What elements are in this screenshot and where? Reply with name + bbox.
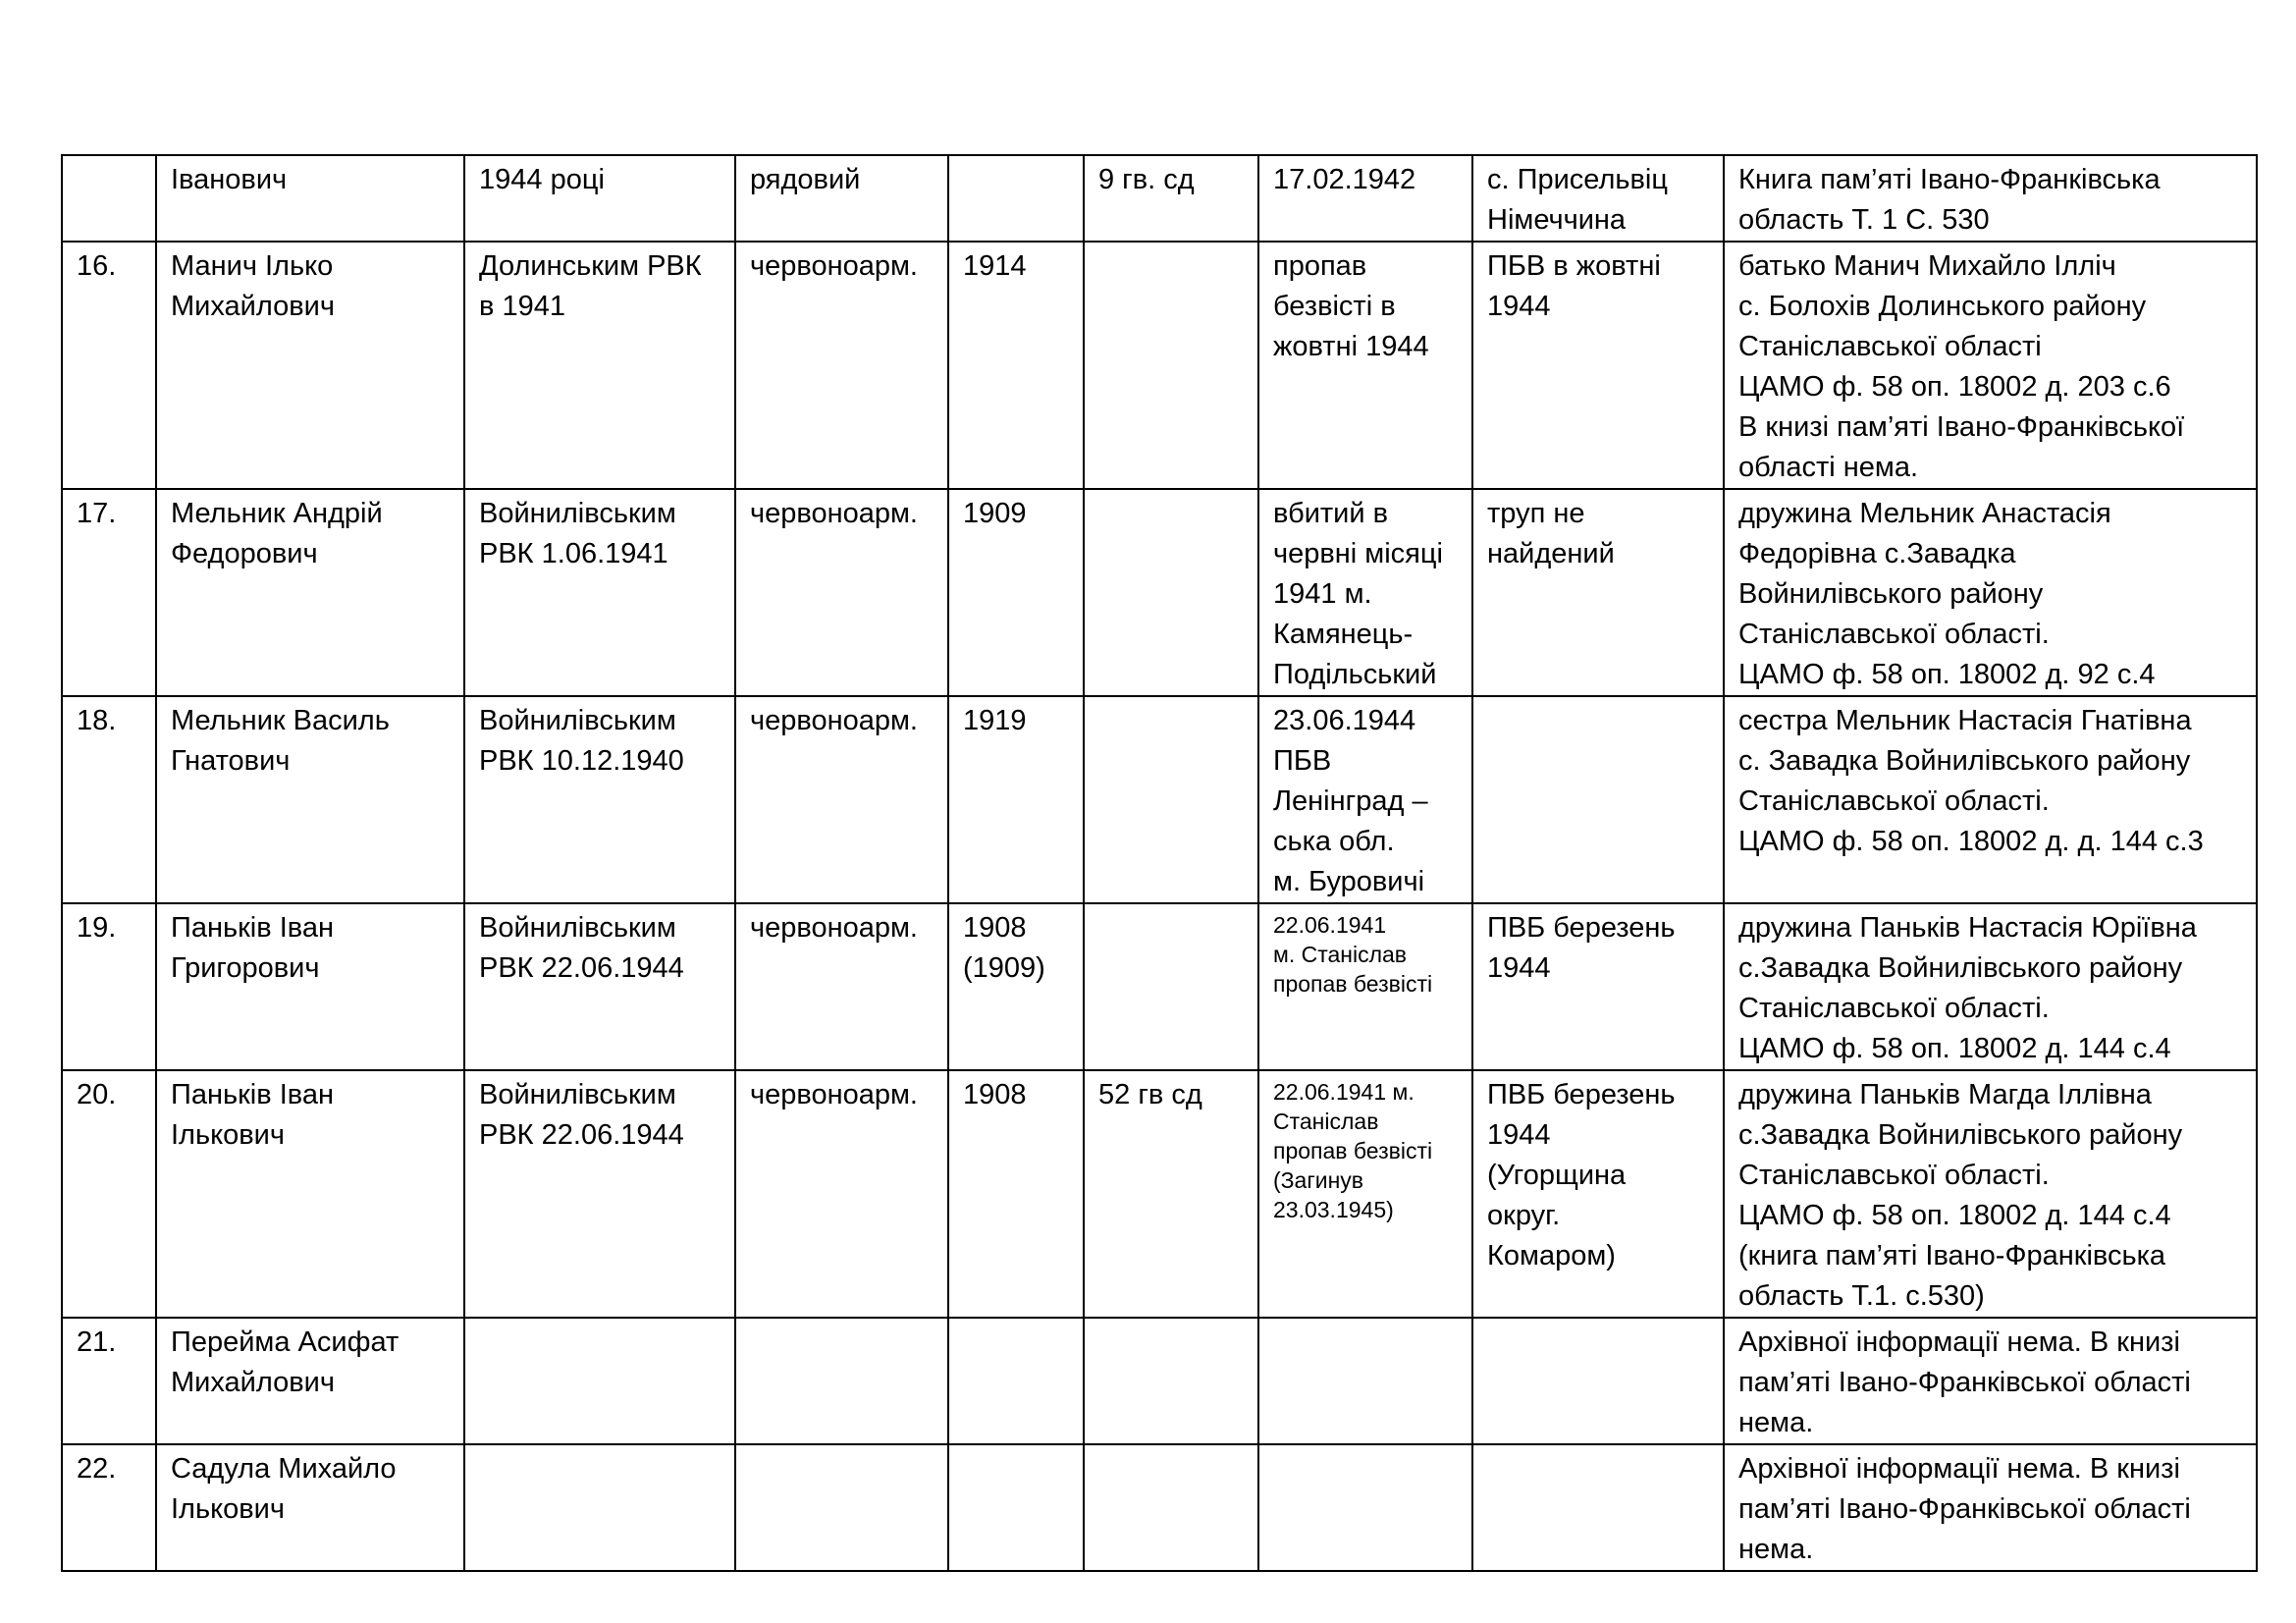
table-row	[62, 155, 2257, 242]
cell-line: 1909	[963, 498, 1027, 529]
cell-enlisted	[464, 696, 735, 903]
cell-name	[156, 903, 464, 1070]
cell-line: Німеччина	[1487, 204, 1627, 236]
cell-line: м. Станіслав	[1273, 942, 1408, 967]
records-table	[61, 154, 2258, 1572]
cell-line: безвісті в	[1273, 291, 1396, 322]
cell-unit	[1084, 1070, 1258, 1318]
cell-line: 23.03.1945)	[1273, 1197, 1394, 1222]
cell-line: пам’яті Івано-Франківської області	[1738, 1493, 2191, 1525]
cell-source	[1724, 696, 2257, 903]
cell-source	[1724, 1318, 2257, 1444]
cell-enlisted	[464, 1070, 735, 1318]
cell-line: Паньків Іван	[171, 912, 334, 944]
cell-burial	[1472, 1070, 1724, 1318]
cell-line: Станіславської області.	[1738, 785, 2050, 817]
cell-line: 1944 році	[479, 164, 605, 195]
cell-line: 22.	[77, 1453, 117, 1485]
cell-line	[963, 1323, 1071, 1363]
cell-line	[1098, 701, 1246, 741]
cell-unit	[1084, 155, 1258, 242]
cell-name	[156, 489, 464, 696]
cell-born	[948, 1444, 1084, 1571]
cell-enlisted	[464, 903, 735, 1070]
cell-line: дружина Мельник Анастасія	[1738, 498, 2111, 529]
cell-line: 21.	[77, 1326, 117, 1358]
cell-name	[156, 696, 464, 903]
cell-line: 18.	[77, 705, 117, 736]
cell-fate	[1258, 242, 1472, 489]
cell-enlisted	[464, 1444, 735, 1571]
cell-unit	[1084, 489, 1258, 696]
cell-line: Подільський	[1273, 659, 1437, 690]
table-row	[62, 1070, 2257, 1318]
cell-line: с. Присельвіц	[1487, 164, 1668, 195]
cell-line: 16.	[77, 250, 117, 282]
cell-line: області нема.	[1738, 452, 1919, 483]
cell-line: 1908	[963, 912, 1027, 944]
cell-line: Станіславської області.	[1738, 1160, 2050, 1191]
cell-num	[62, 489, 156, 696]
cell-line: область Т. 1 С. 530	[1738, 204, 1990, 236]
cell-born	[948, 155, 1084, 242]
cell-line: пропав	[1273, 250, 1367, 282]
cell-line: пропав безвісті	[1273, 1138, 1433, 1163]
cell-name	[156, 1444, 464, 1571]
cell-line: 19.	[77, 912, 117, 944]
cell-line: сестра Мельник Настасія Гнатівна	[1738, 705, 2192, 736]
cell-line: батько Манич Михайло Ілліч	[1738, 250, 2116, 282]
cell-line	[77, 160, 143, 200]
cell-source	[1724, 242, 2257, 489]
cell-unit	[1084, 1444, 1258, 1571]
cell-line	[1273, 1323, 1460, 1363]
cell-line: червоноарм.	[750, 912, 918, 944]
cell-line: Войнилівським	[479, 912, 676, 944]
cell-line: Ількович	[171, 1493, 285, 1525]
cell-num	[62, 1444, 156, 1571]
cell-source	[1724, 489, 2257, 696]
cell-burial	[1472, 903, 1724, 1070]
cell-line: нема.	[1738, 1534, 1814, 1565]
cell-line: ПБВ в жовтні	[1487, 250, 1661, 282]
cell-rank	[735, 242, 948, 489]
cell-line	[1098, 246, 1246, 287]
cell-line: РВК 22.06.1944	[479, 952, 684, 984]
cell-line	[1098, 1449, 1246, 1489]
cell-enlisted	[464, 242, 735, 489]
cell-name	[156, 1070, 464, 1318]
cell-line	[1273, 1449, 1460, 1489]
cell-born	[948, 489, 1084, 696]
cell-num	[62, 1318, 156, 1444]
cell-rank	[735, 489, 948, 696]
cell-born	[948, 696, 1084, 903]
cell-line: в 1941	[479, 291, 565, 322]
cell-line	[963, 160, 1071, 200]
cell-rank	[735, 903, 948, 1070]
cell-fate	[1258, 1444, 1472, 1571]
cell-line: (книга пам’яті Івано-Франківська	[1738, 1240, 2166, 1271]
cell-name	[156, 242, 464, 489]
cell-line: найдений	[1487, 538, 1615, 569]
cell-line: ПВБ березень	[1487, 912, 1676, 944]
cell-line: 23.06.1944	[1273, 705, 1416, 736]
table-row	[62, 903, 2257, 1070]
cell-line: Войнилівським	[479, 1079, 676, 1110]
cell-line	[479, 1323, 722, 1363]
cell-line: Станіслав	[1273, 1109, 1379, 1134]
cell-line: с.Завадка Войнилівського району	[1738, 952, 2183, 984]
table-row	[62, 242, 2257, 489]
cell-line	[1098, 908, 1246, 948]
cell-burial	[1472, 489, 1724, 696]
cell-line: 17.02.1942	[1273, 164, 1416, 195]
cell-line: вбитий в	[1273, 498, 1389, 529]
cell-line: Архівної інформації нема. В книзі	[1738, 1453, 2180, 1485]
cell-unit	[1084, 242, 1258, 489]
cell-enlisted	[464, 155, 735, 242]
cell-line: Садула Михайло	[171, 1453, 397, 1485]
cell-line: Ількович	[171, 1119, 285, 1151]
cell-line: РВК 1.06.1941	[479, 538, 668, 569]
cell-line: Мельник Андрій	[171, 498, 383, 529]
cell-line: Войнилівського району	[1738, 578, 2044, 610]
cell-burial	[1472, 242, 1724, 489]
cell-line: РВК 22.06.1944	[479, 1119, 684, 1151]
cell-line: Федорівна с.Завадка	[1738, 538, 2016, 569]
cell-line: Камянець-	[1273, 619, 1414, 650]
cell-born	[948, 903, 1084, 1070]
cell-born	[948, 1318, 1084, 1444]
cell-line: (Загинув	[1273, 1167, 1363, 1193]
cell-line: 17.	[77, 498, 117, 529]
cell-line: 1944	[1487, 291, 1551, 322]
cell-line: Станіславської області.	[1738, 993, 2050, 1024]
cell-fate	[1258, 1318, 1472, 1444]
cell-num	[62, 155, 156, 242]
cell-line: Книга пам’яті Івано-Франківська	[1738, 164, 2161, 195]
cell-fate	[1258, 489, 1472, 696]
cell-line: Паньків Іван	[171, 1079, 334, 1110]
table-row	[62, 489, 2257, 696]
table-row	[62, 1444, 2257, 1571]
cell-line: дружина Паньків Настасія Юріївна	[1738, 912, 2197, 944]
cell-line: округ.	[1487, 1200, 1561, 1231]
cell-line: 20.	[77, 1079, 117, 1110]
cell-fate	[1258, 696, 1472, 903]
cell-line: нема.	[1738, 1407, 1814, 1438]
cell-source	[1724, 903, 2257, 1070]
cell-line	[1098, 494, 1246, 534]
cell-name	[156, 1318, 464, 1444]
cell-burial	[1472, 696, 1724, 903]
cell-line: Манич Ілько	[171, 250, 334, 282]
cell-rank	[735, 696, 948, 903]
cell-enlisted	[464, 489, 735, 696]
cell-line	[1487, 1449, 1711, 1489]
cell-line	[750, 1449, 935, 1489]
cell-line: Іванович	[171, 164, 288, 195]
cell-line: с. Завадка Войнилівського району	[1738, 745, 2191, 777]
cell-line: Перейма Асифат	[171, 1326, 400, 1358]
cell-line: червні місяці	[1273, 538, 1443, 569]
cell-line: ЦАМО ф. 58 оп. 18002 д. д. 144 с.3	[1738, 826, 2204, 857]
cell-line: Долинським РВК	[479, 250, 702, 282]
cell-line: область Т.1. с.530)	[1738, 1280, 1985, 1312]
cell-rank	[735, 1444, 948, 1571]
cell-line	[1098, 1323, 1246, 1363]
cell-line: ЦАМО ф. 58 оп. 18002 д. 144 с.4	[1738, 1200, 2171, 1231]
cell-line: червоноарм.	[750, 498, 918, 529]
records-table-body	[62, 155, 2257, 1571]
cell-burial	[1472, 1444, 1724, 1571]
cell-line: 22.06.1941 м.	[1273, 1079, 1415, 1105]
cell-line: Станіславської області	[1738, 331, 2042, 362]
table-row	[62, 696, 2257, 903]
cell-line: 9 гв. сд	[1098, 164, 1195, 195]
cell-line: жовтні 1944	[1273, 331, 1429, 362]
cell-rank	[735, 155, 948, 242]
cell-line: ЦАМО ф. 58 оп. 18002 д. 203 с.6	[1738, 371, 2171, 403]
cell-line: Войнилівським	[479, 705, 676, 736]
cell-line: Михайлович	[171, 1367, 335, 1398]
cell-fate	[1258, 155, 1472, 242]
cell-line	[479, 1449, 722, 1489]
cell-rank	[735, 1070, 948, 1318]
cell-line: рядовий	[750, 164, 861, 195]
cell-name	[156, 155, 464, 242]
cell-line: 52 гв сд	[1098, 1079, 1202, 1110]
cell-line	[1487, 701, 1711, 741]
cell-line: ЦАМО ф. 58 оп. 18002 д. 92 с.4	[1738, 659, 2156, 690]
cell-unit	[1084, 696, 1258, 903]
cell-burial	[1472, 1318, 1724, 1444]
cell-line: В книзі пам’яті Івано-Франківської	[1738, 411, 2185, 443]
cell-line: Архівної інформації нема. В книзі	[1738, 1326, 2180, 1358]
cell-line: 1908	[963, 1079, 1027, 1110]
cell-line: Станіславської області.	[1738, 619, 2050, 650]
cell-source	[1724, 1070, 2257, 1318]
cell-line: червоноарм.	[750, 250, 918, 282]
cell-line: труп не	[1487, 498, 1585, 529]
cell-line: Ленінград –	[1273, 785, 1428, 817]
cell-line	[750, 1323, 935, 1363]
cell-line: Мельник Василь	[171, 705, 390, 736]
cell-line: ПБВ	[1273, 745, 1332, 777]
cell-line: 1914	[963, 250, 1027, 282]
cell-line: червоноарм.	[750, 1079, 918, 1110]
cell-num	[62, 903, 156, 1070]
cell-line: с.Завадка Войнилівського району	[1738, 1119, 2183, 1151]
cell-line: м. Буровичі	[1273, 866, 1425, 897]
cell-born	[948, 1070, 1084, 1318]
cell-line: пам’яті Івано-Франківської області	[1738, 1367, 2191, 1398]
cell-line: 1944	[1487, 1119, 1551, 1151]
cell-burial	[1472, 155, 1724, 242]
cell-line: Гнатович	[171, 745, 291, 777]
cell-line: 1944	[1487, 952, 1551, 984]
cell-line: Комаром)	[1487, 1240, 1616, 1271]
cell-line: червоноарм.	[750, 705, 918, 736]
cell-num	[62, 696, 156, 903]
cell-line: (Угорщина	[1487, 1160, 1627, 1191]
cell-fate	[1258, 1070, 1472, 1318]
cell-line: с. Болохів Долинського району	[1738, 291, 2147, 322]
table-row	[62, 1318, 2257, 1444]
cell-line: Войнилівським	[479, 498, 676, 529]
cell-line: Григорович	[171, 952, 320, 984]
cell-unit	[1084, 1318, 1258, 1444]
cell-born	[948, 242, 1084, 489]
cell-line: ЦАМО ф. 58 оп. 18002 д. 144 с.4	[1738, 1033, 2171, 1064]
cell-source	[1724, 1444, 2257, 1571]
cell-line: 1919	[963, 705, 1027, 736]
cell-line: дружина Паньків Магда Іллівна	[1738, 1079, 2152, 1110]
cell-enlisted	[464, 1318, 735, 1444]
cell-line: Михайлович	[171, 291, 335, 322]
cell-rank	[735, 1318, 948, 1444]
cell-line: РВК 10.12.1940	[479, 745, 684, 777]
cell-line: (1909)	[963, 952, 1045, 984]
cell-fate	[1258, 903, 1472, 1070]
cell-line: ська обл.	[1273, 826, 1395, 857]
cell-line	[963, 1449, 1071, 1489]
cell-num	[62, 1070, 156, 1318]
cell-line	[1487, 1323, 1711, 1363]
cell-line: 22.06.1941	[1273, 912, 1387, 938]
cell-line: ПВБ березень	[1487, 1079, 1676, 1110]
cell-num	[62, 242, 156, 489]
cell-line: Федорович	[171, 538, 318, 569]
cell-line: пропав безвісті	[1273, 971, 1433, 997]
cell-source	[1724, 155, 2257, 242]
cell-line: 1941 м.	[1273, 578, 1372, 610]
cell-unit	[1084, 903, 1258, 1070]
